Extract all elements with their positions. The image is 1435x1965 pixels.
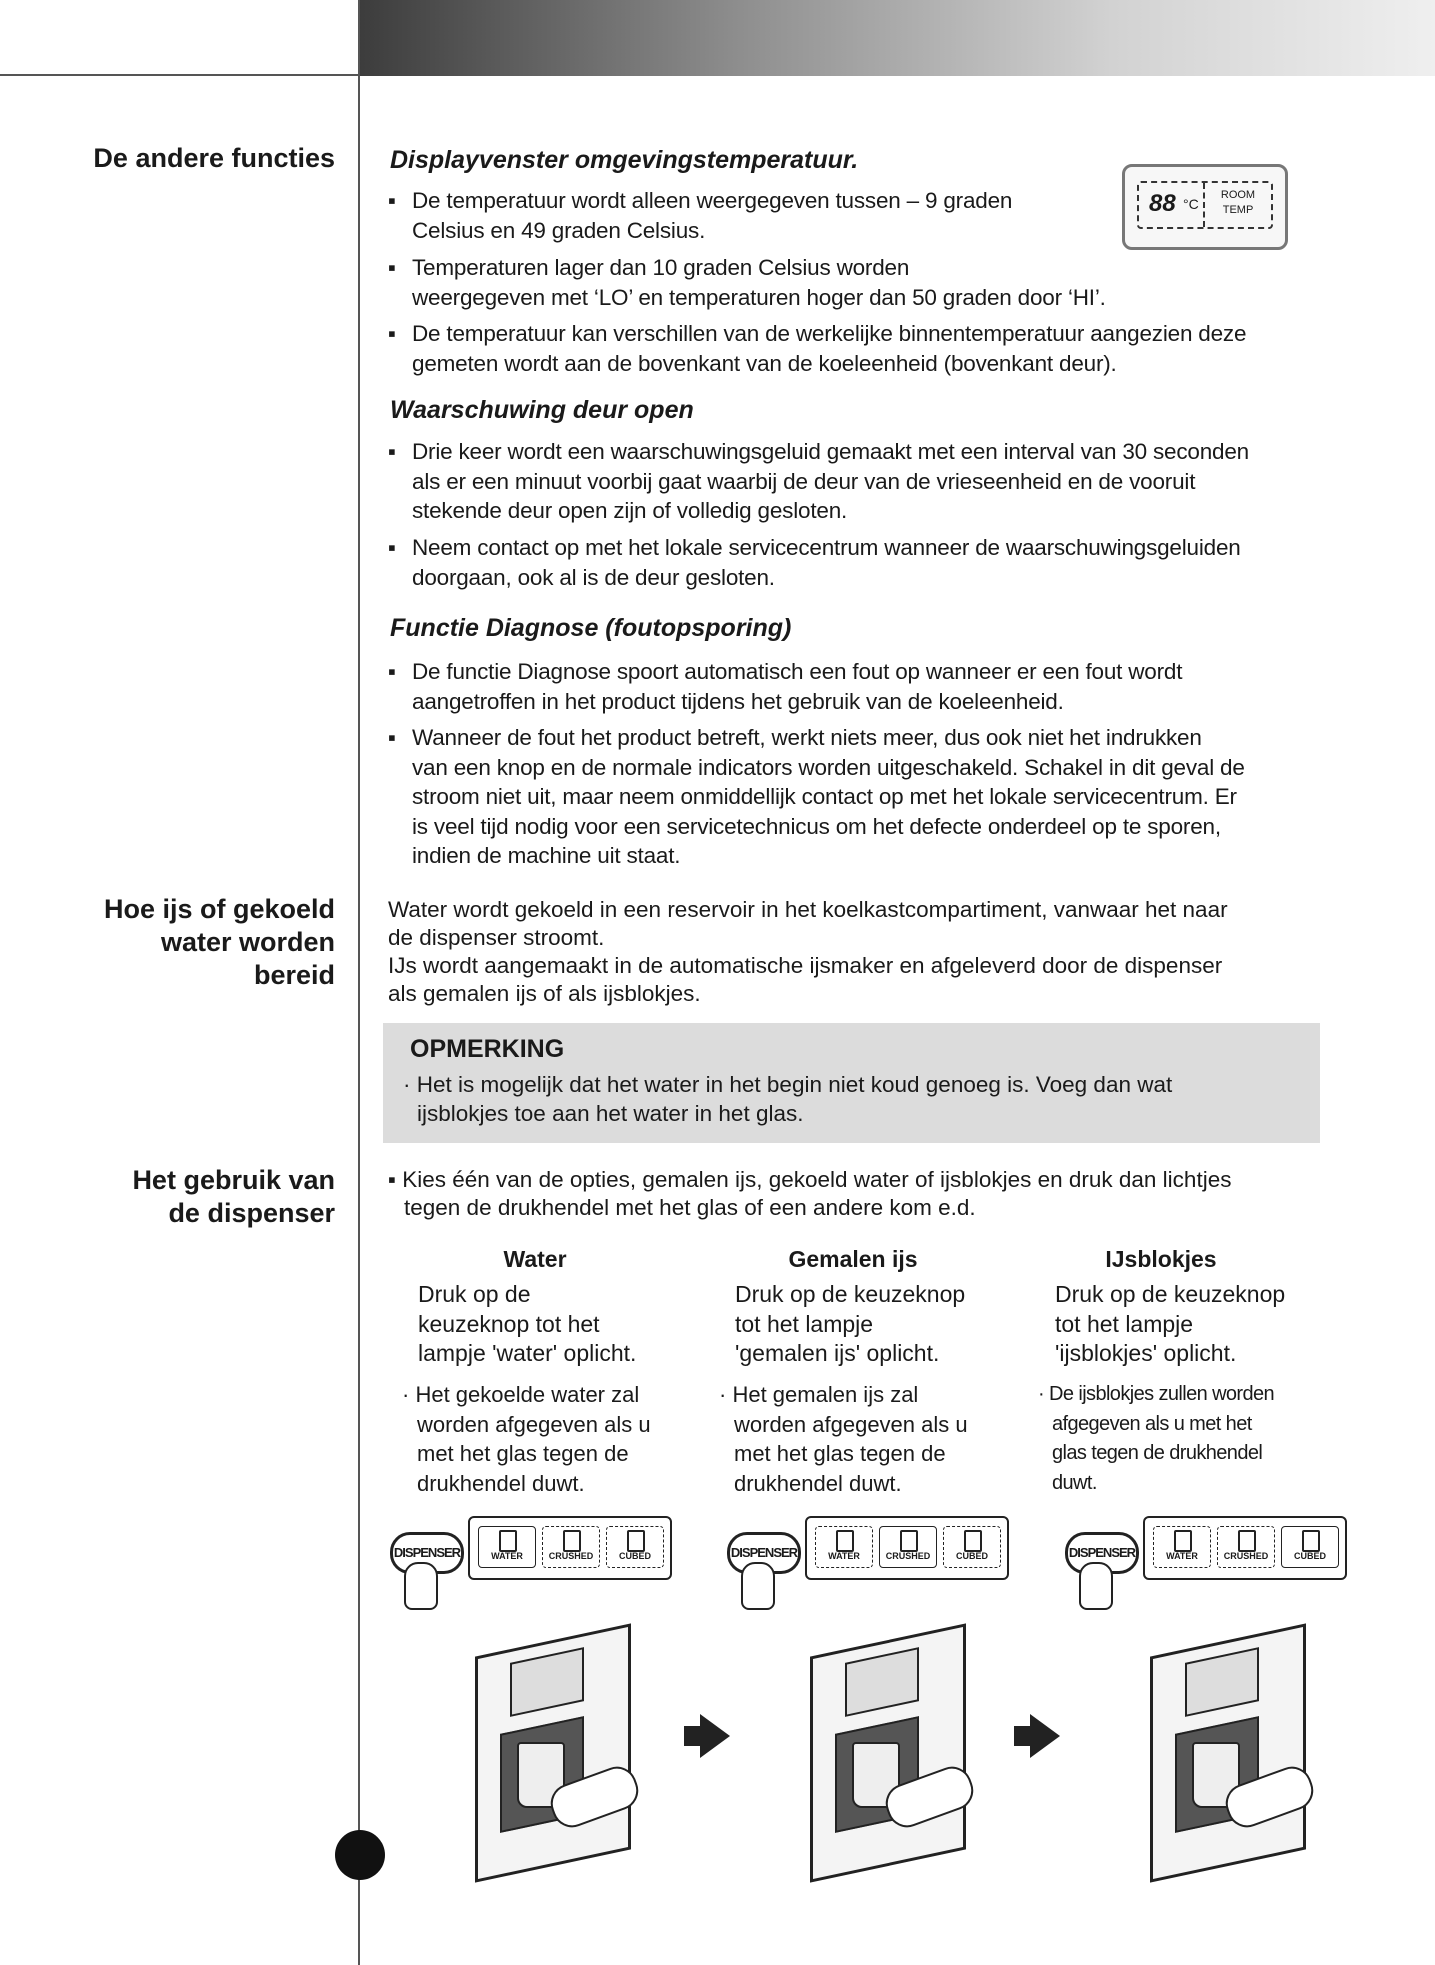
bullet-icon: ▪ bbox=[388, 188, 396, 213]
list-item bbox=[388, 533, 1241, 592]
column-bullet: · Het gekoelde water zal worden afgegeven als u met het glas tegen de drukhendel duwt. bbox=[402, 1380, 651, 1498]
bullet-line: worden afgegeven als u bbox=[734, 1411, 968, 1437]
bullet-line: duwt. bbox=[1052, 1471, 1097, 1494]
bullet-line: afgegeven als u met het bbox=[1052, 1412, 1252, 1435]
bullet-line: Het gekoelde water zal bbox=[415, 1382, 640, 1407]
column-title-crushed: Gemalen ijs bbox=[788, 1246, 918, 1272]
instruction-line: Druk op de keuzeknop bbox=[735, 1281, 966, 1307]
bullet-line: Drie keer wordt een waarschuwingsgeluid gemaakt met een interval van 30 seconden bbox=[412, 439, 1249, 464]
finger-icon bbox=[741, 1562, 775, 1610]
bullet-line: worden afgegeven als u bbox=[417, 1411, 651, 1437]
display-label-temp: TEMP bbox=[1222, 204, 1254, 216]
section-title-line: Hoe ijs of gekoeld bbox=[103, 894, 335, 924]
page-marker bbox=[335, 1830, 385, 1880]
bullet-icon: ▪ bbox=[388, 439, 396, 464]
bullet-line: Temperaturen lager dan 10 graden Celsius worden bbox=[412, 255, 910, 280]
ice-cube-icon bbox=[1302, 1530, 1320, 1552]
bullet-line: Het gemalen ijs zal bbox=[732, 1382, 919, 1407]
ice-cube-icon bbox=[627, 1530, 645, 1552]
dispenser-button[interactable]: DISPENSER bbox=[727, 1532, 801, 1574]
option-crushed[interactable] bbox=[1217, 1526, 1275, 1568]
dispenser-button[interactable]: DISPENSER bbox=[390, 1532, 464, 1574]
bullet-line: weergegeven met ‘LO’ en temperaturen hoger dan 50 graden door ‘HI’. bbox=[412, 284, 1106, 310]
bullet-line: stroom niet uit, maar neem onmiddellijk contact op met het lokale servicecentrum. Er bbox=[412, 784, 1237, 809]
option-crushed[interactable] bbox=[542, 1526, 600, 1568]
bullet-line: De ijsblokjes zullen worden bbox=[1049, 1383, 1275, 1405]
bullet-line: drukhendel duwt. bbox=[734, 1470, 902, 1496]
bullet-line: gemeten wordt aan de bovenkant van de koeleenheid (bovenkant deur). bbox=[412, 350, 1117, 376]
section-other-functions bbox=[15, 142, 335, 175]
bullet-line: glas tegen de drukhendel bbox=[1052, 1442, 1263, 1464]
display-window-heading: Displayvenster omgevingstemperatuur. bbox=[390, 146, 859, 174]
note-text: · Het is mogelijk dat het water in het begin niet koud genoeg is. Voeg dan wat ijsblokjes toe aan het water in het glas. bbox=[403, 1070, 1303, 1128]
dispenser-intro: ▪ Kies één van de opties, gemalen ijs, gekoeld water of ijsblokjes en druk dan lichtjes tegen de drukhendel met het glas of een andere kom e.d. bbox=[388, 1166, 1318, 1222]
option-label: WATER bbox=[491, 1551, 523, 1561]
header-bar bbox=[358, 0, 1435, 76]
bullet-icon: ▪ bbox=[388, 255, 396, 280]
option-strip bbox=[468, 1516, 672, 1580]
crushed-ice-icon bbox=[1238, 1530, 1256, 1552]
option-label: CRUSHED bbox=[1223, 1551, 1269, 1561]
header-rule bbox=[0, 74, 360, 76]
paragraph-line: de dispenser stroomt. bbox=[388, 925, 605, 950]
bullet-icon: ▪ bbox=[388, 321, 396, 346]
note-line: Het is mogelijk dat het water in het begin niet koud genoeg is. Voeg dan wat bbox=[416, 1072, 1173, 1097]
list-item bbox=[388, 186, 1012, 245]
option-cubed[interactable] bbox=[943, 1526, 1001, 1568]
instruction-line: 'ijsblokjes' oplicht. bbox=[1055, 1340, 1237, 1366]
instruction-line: lampje 'water' oplicht. bbox=[418, 1340, 637, 1366]
bullet-icon: ▪ bbox=[388, 535, 396, 560]
paragraph-line: als gemalen ijs of als ijsblokjes. bbox=[388, 981, 701, 1006]
bullet-line: Neem contact op met het lokale servicecentrum wanneer de waarschuwingsgeluiden bbox=[412, 535, 1241, 560]
paragraph-line: IJs wordt aangemaakt in de automatische ijsmaker en afgeleverd door de dispenser bbox=[388, 953, 1223, 978]
instruction-line: Druk op de keuzeknop bbox=[1055, 1281, 1286, 1307]
display-unit: °C bbox=[1183, 196, 1199, 212]
arrow-right-icon bbox=[1030, 1714, 1060, 1758]
diagnosis-heading: Functie Diagnose (foutopsporing) bbox=[390, 614, 792, 642]
option-label: CRUSHED bbox=[548, 1551, 594, 1561]
water-icon bbox=[1174, 1530, 1192, 1552]
bullet-line: met het glas tegen de bbox=[734, 1441, 946, 1466]
display-frame bbox=[1137, 181, 1273, 229]
option-label: CUBED bbox=[1293, 1551, 1326, 1561]
column-title-water: Water bbox=[503, 1246, 567, 1272]
paragraph-line: Water wordt gekoeld in een reservoir in het koelkastcompartiment, vanwaar het naar bbox=[388, 897, 1228, 922]
list-item bbox=[388, 253, 1106, 312]
water-icon bbox=[836, 1530, 854, 1552]
section-title-line: water worden bbox=[160, 927, 335, 957]
column-bullet: · Het gemalen ijs zal worden afgegeven als u met het glas tegen de drukhendel duwt. bbox=[719, 1380, 968, 1498]
section-ice-water bbox=[15, 893, 335, 992]
display-digits: 88 bbox=[1149, 190, 1176, 217]
column-title-cubed: IJsblokjes bbox=[1105, 1246, 1217, 1272]
door-warning-heading: Waarschuwing deur open bbox=[390, 396, 694, 424]
bullet-line: stekende deur open zijn of volledig gesloten. bbox=[412, 498, 848, 523]
fridge-water-illustration bbox=[455, 1630, 655, 1870]
section-title: De andere functies bbox=[93, 143, 335, 173]
option-water[interactable] bbox=[478, 1526, 536, 1568]
option-strip bbox=[1143, 1516, 1347, 1580]
bullet-line: De temperatuur kan verschillen van de werkelijke binnentemperatuur aangezien deze bbox=[412, 321, 1247, 346]
fridge-cubed-illustration bbox=[1130, 1630, 1330, 1870]
list-item bbox=[388, 319, 1246, 378]
option-cubed[interactable] bbox=[606, 1526, 664, 1568]
list-item bbox=[388, 437, 1249, 526]
dispenser-button[interactable]: DISPENSER bbox=[1065, 1532, 1139, 1574]
option-label: WATER bbox=[1166, 1551, 1198, 1561]
instruction-line: keuzeknop tot het bbox=[418, 1310, 600, 1337]
option-label: CRUSHED bbox=[885, 1551, 931, 1561]
bullet-line: indien de machine uit staat. bbox=[412, 843, 681, 868]
crushed-ice-icon bbox=[563, 1530, 581, 1552]
list-item bbox=[388, 723, 1245, 871]
option-crushed[interactable] bbox=[879, 1526, 937, 1568]
bullet-line: als er een minuut voorbij gaat waarbij de deur van de vrieseenheid en de vooruit bbox=[412, 468, 1196, 494]
bullet-line: met het glas tegen de bbox=[417, 1441, 629, 1466]
intro-line: Kies één van de opties, gemalen ijs, gekoeld water of ijsblokjes en druk dan lichtjes bbox=[402, 1167, 1232, 1192]
bullet-icon: ▪ bbox=[388, 659, 396, 684]
instruction-line: tot het lampje bbox=[735, 1310, 874, 1337]
bullet-line: van een knop en de normale indicators worden uitgeschakeld. Schakel in dit geval de bbox=[412, 754, 1245, 780]
bullet-line: Celsius en 49 graden Celsius. bbox=[412, 217, 706, 243]
section-title-line: bereid bbox=[253, 960, 335, 990]
section-dispenser-use bbox=[15, 1164, 335, 1230]
section-title-line: de dispenser bbox=[168, 1198, 335, 1228]
column-bullet: · De ijsblokjes zullen worden afgegeven als u met het glas tegen de drukhendel duwt. bbox=[1038, 1380, 1274, 1498]
bullet-line: is veel tijd nodig voor een servicetechnicus om het defecte onderdeel op te sporen, bbox=[412, 813, 1221, 839]
bullet-icon: ▪ bbox=[388, 725, 396, 750]
option-strip bbox=[805, 1516, 1009, 1580]
column-instruction bbox=[1055, 1280, 1285, 1369]
option-label: CUBED bbox=[618, 1551, 651, 1561]
room-temp-display bbox=[1122, 164, 1288, 250]
section-title-line: Het gebruik van bbox=[132, 1165, 335, 1195]
bullet-line: doorgaan, ook al is de deur gesloten. bbox=[412, 564, 775, 590]
column-instruction bbox=[418, 1280, 636, 1369]
display-divider bbox=[1203, 183, 1205, 227]
display-label-room: ROOM bbox=[1220, 189, 1256, 201]
bullet-line: Wanneer de fout het product betreft, werkt niets meer, dus ook niet het indrukken bbox=[412, 725, 1202, 750]
note-line: ijsblokjes toe aan het water in het glas. bbox=[417, 1101, 804, 1126]
column-instruction bbox=[735, 1280, 965, 1369]
intro-line: tegen de drukhendel met het glas of een andere kom e.d. bbox=[404, 1195, 976, 1220]
instruction-line: Druk op de bbox=[418, 1281, 531, 1307]
option-water[interactable] bbox=[815, 1526, 873, 1568]
option-cubed[interactable] bbox=[1281, 1526, 1339, 1568]
ice-cube-icon bbox=[964, 1530, 982, 1552]
water-icon bbox=[499, 1530, 517, 1552]
fridge-crushed-illustration bbox=[790, 1630, 990, 1870]
margin-rule bbox=[358, 0, 360, 1965]
finger-icon bbox=[404, 1562, 438, 1610]
crushed-ice-icon bbox=[900, 1530, 918, 1552]
display-label bbox=[1209, 188, 1267, 218]
list-item bbox=[388, 657, 1182, 716]
ice-water-paragraph bbox=[388, 896, 1318, 1008]
instruction-line: 'gemalen ijs' oplicht. bbox=[735, 1340, 940, 1366]
arrow-right-icon bbox=[700, 1714, 730, 1758]
bullet-line: aangetroffen in het product tijdens het gebruik van de koeleenheid. bbox=[412, 688, 1064, 714]
instruction-line: tot het lampje bbox=[1055, 1310, 1194, 1337]
bullet-line: De temperatuur wordt alleen weergegeven tussen – 9 graden bbox=[412, 188, 1013, 213]
option-label: CUBED bbox=[955, 1551, 988, 1561]
note-box bbox=[383, 1023, 1320, 1143]
note-title: OPMERKING bbox=[410, 1035, 565, 1063]
option-label: WATER bbox=[828, 1551, 860, 1561]
finger-icon bbox=[1079, 1562, 1113, 1610]
bullet-line: De functie Diagnose spoort automatisch een fout op wanneer er een fout wordt bbox=[412, 659, 1183, 684]
bullet-line: drukhendel duwt. bbox=[417, 1470, 585, 1496]
option-water[interactable] bbox=[1153, 1526, 1211, 1568]
